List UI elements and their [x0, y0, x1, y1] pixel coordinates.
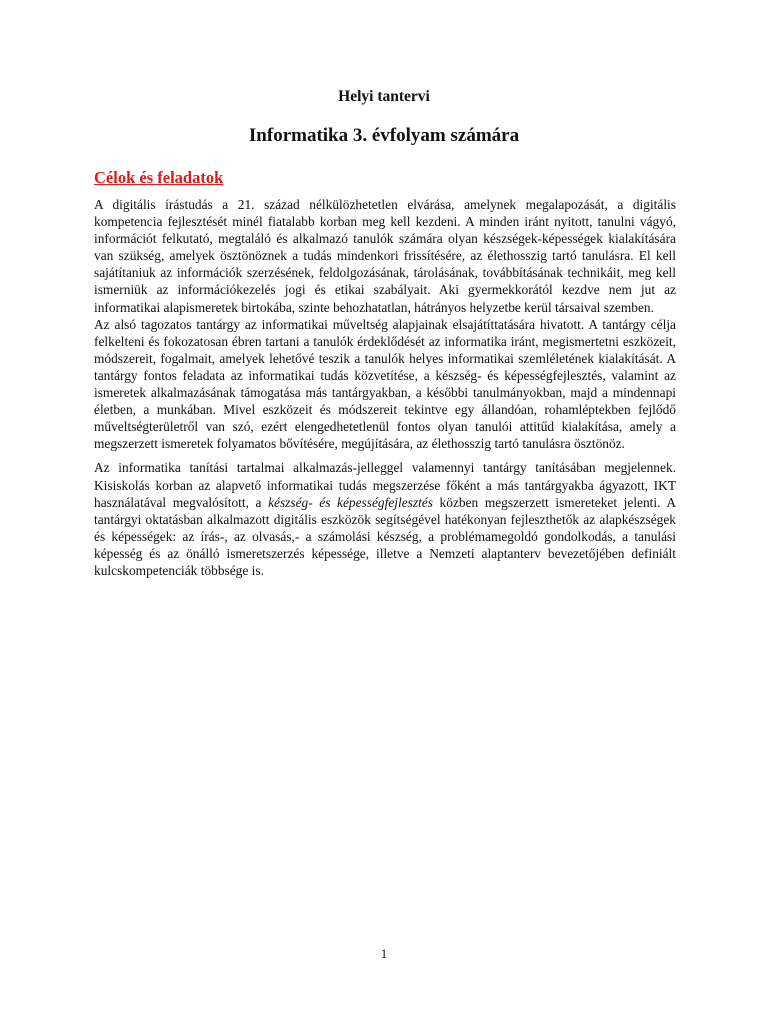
- document-subtitle: Helyi tantervi: [338, 88, 430, 105]
- paragraph-3-end: közben megszerzett ismereteket jelenti. A tantárgyi oktatásban alkalmazott digitális eszközök segítségével hatékonyan fejleszthetők az alapkészségek és képességek: az írás-, az olvasás,- a számolási készség, a problémamegoldó gondolkodás, a tanulási képesség és az önálló ismeretszerzés képessége, illetve a Nemzeti alaptanterv bevezetőjében definiált kulcskompetenciák többsége is.: [94, 494, 676, 578]
- document-title: Informatika 3. évfolyam számára: [248, 125, 520, 146]
- section-heading: Célok és feladatok: [94, 168, 224, 187]
- paragraph-3: [94, 459, 676, 579]
- paragraph-1: A digitális írástudás a 21. század nélkülözhetetlen elvárása, amelynek megalapozását, a digitális kompetencia fejlesztését minél fiatalabb korban meg kell kezdeni. A minden iránt nyitott, tanulni vágyó, információt felkutató, megtaláló és alkalmazó tanulók számára olyan készségek-képességek kialakítására van szükség, amelyek ösztönöznek a tudás mindenkori frissítésére, az élethosszig tartó tanulásra. El kell sajátítaniuk az információk szerzésének, feldolgozásának, tárolásának, továbbításának technikáit, meg kell ismerniük az információkezelés jogi és etikai szabályait. Aki gyermekkorától kezdve nem jut az informatikai alapismeretek birtokába, szinte behozhatatlan, hátrányos helyzetbe kerül társaival szemben.: [94, 197, 676, 315]
- body-text: [94, 196, 676, 579]
- paragraph-2: Az alsó tagozatos tantárgy az informatikai műveltség alapjainak elsajátíttatására hivatott. A tantárgy célja felkelteni és fokozatosan ébren tartani a tanulók érdeklődését az informatika iránt, megismertetni eszközeit, módszereit, fogalmait, amelyek lehetővé teszik a tanulók helyes informatikai szemléletének kialakítását. A tantárgy fontos feladata az informatikai tudás közvetítése, a készség- és képességfejlesztés, valamint az ismeretek alkalmazásának támogatása más tantárgyakban, a későbbi tanulmányokban, majd a mindennapi életben, a munkában. Mivel eszközeit és módszereit tekintve egy állandóan, rohamléptekben fejlődő műveltségterületről van szó, ezért elengedhetetlenül fontos olyan tanulói attitűd kialakítása, amely a megszerzett ismeretek folyamatos bővítésére, megújítására, az élethosszig tartó tanulásra ösztönöz.: [94, 316, 676, 452]
- paragraph-3-start: Az informatika tanítási tartalmai alkalmazás-jelleggel valamennyi tantárgy tanításában megjelennek. Kisiskolás korban az alapvető informatikai tudás megszerzése főként a más tantárgyakba ágyazott, IKT használatával megvalósított, a: [94, 460, 676, 510]
- paragraph-3-emphasis: készség- és képességfejlesztés: [268, 494, 433, 510]
- page-number: 1: [380, 946, 388, 961]
